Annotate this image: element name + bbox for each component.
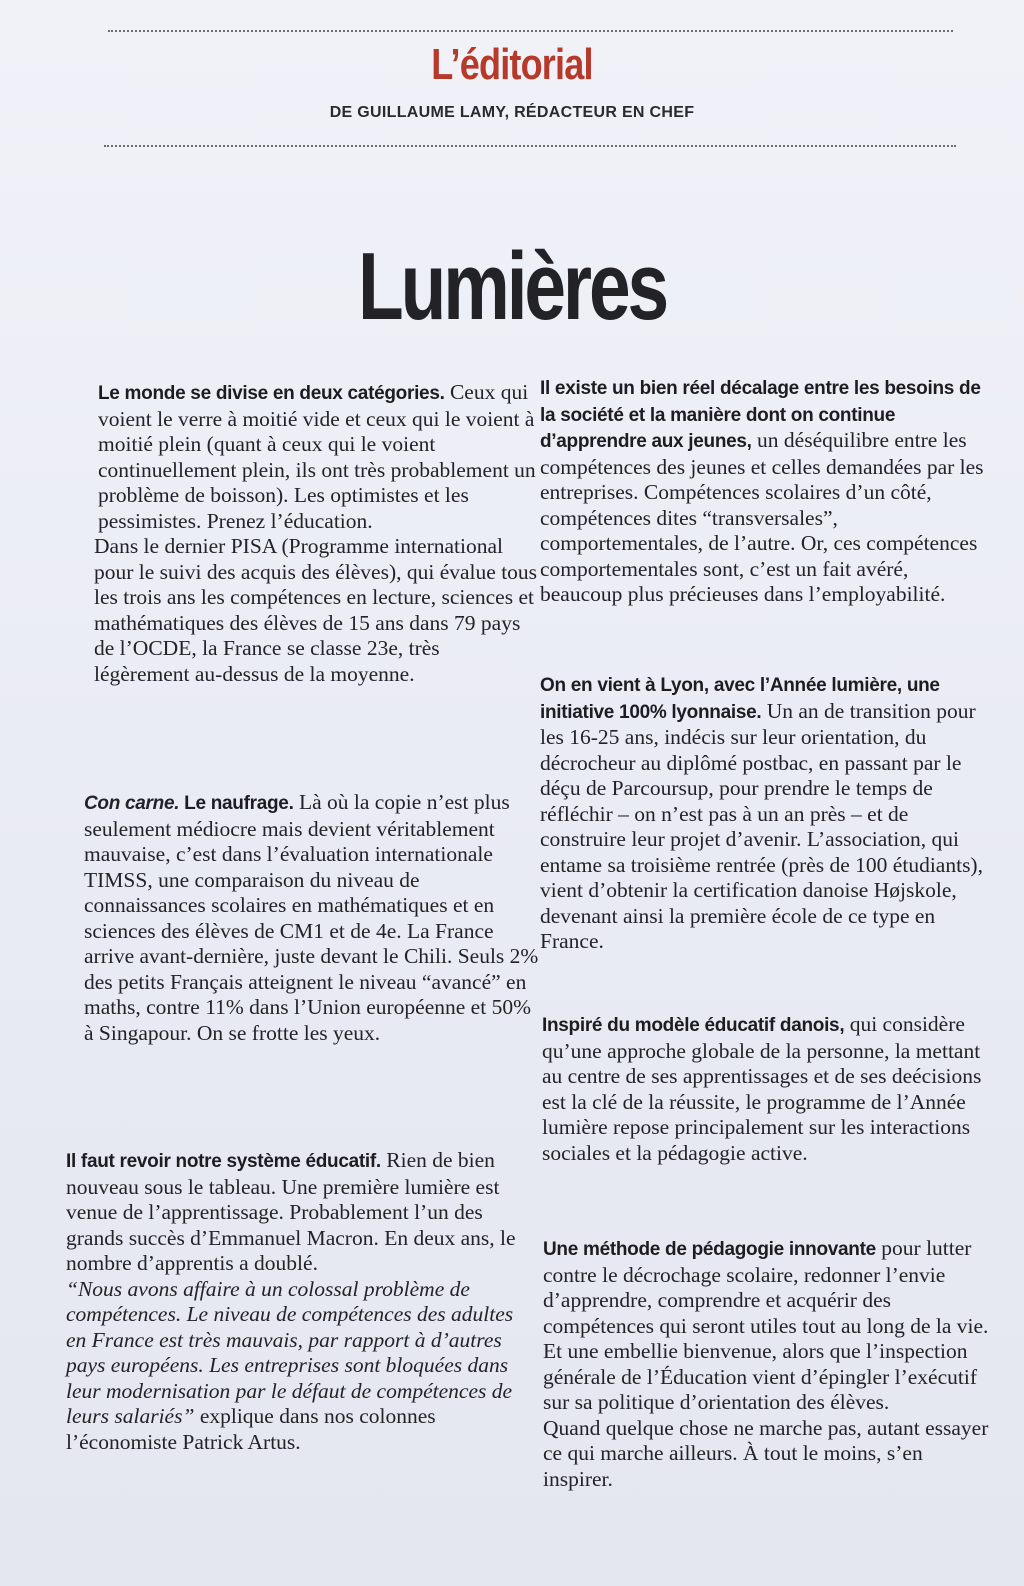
bottom-dotted-rule	[104, 145, 956, 147]
paragraph-lead: On en vient à Lyon, avec l’Année lumière, une initiative 100% lyonnaise.	[540, 675, 940, 723]
paragraph-lyon	[540, 672, 990, 955]
paragraph-text: un déséquilibre entre les compétences des jeunes et celles demandées par les entreprises. Compétences scolaires d’un côté, compétences dites “transversales”, comportementales, de l’autre. Or, ces compétences comportementales sont, c’est un fait avéré, beaucoup plus précieuses dans l’employabilité.	[540, 428, 984, 606]
paragraph-systeme	[66, 1148, 522, 1455]
paragraph-text: Quand quelque chose ne marche pas, autant essayer ce qui marche ailleurs. À tout le moins, s’en inspirer.	[543, 1415, 989, 1491]
paragraph-text: Ceux qui voient le verre à moitié vide et ceux qui le voient à moitié plein (quant à ceux qui le voient continuellement plein, ils ont très probablement un problème de boisson). Les optimistes et les pessimistes. Prenez l’éducation.	[98, 380, 536, 533]
article-title: Lumières	[358, 233, 666, 340]
paragraph-lead: Il faut revoir notre système éducatif.	[66, 1151, 381, 1172]
paragraph	[543, 1416, 993, 1493]
paragraph	[98, 380, 538, 534]
paragraph	[540, 672, 990, 955]
paragraph-lead: Inspiré du modèle éducatif danois,	[542, 1015, 845, 1036]
paragraph	[94, 534, 538, 687]
section-kicker: L’éditorial	[431, 40, 593, 89]
paragraph-lead: Une méthode de pédagogie innovante	[543, 1239, 876, 1260]
paragraph-text: Rien de bien nouveau sous le tableau. Une première lumière est venue de l’apprentissage. Probablement l’un des grands succès d’Emmanuel Macron. En deux ans, le nombre d’apprentis a doublé.	[66, 1148, 516, 1275]
paragraph	[543, 1236, 993, 1416]
paragraph	[542, 1012, 992, 1166]
paragraph	[66, 1277, 522, 1456]
paragraph-lead: Le monde se divise en deux catégories.	[98, 383, 445, 404]
paragraph-lead-italic: Con carne.	[84, 793, 180, 814]
paragraph-naufrage	[84, 790, 540, 1046]
paragraph-categories	[94, 380, 538, 687]
paragraph-lead: Le naufrage.	[179, 793, 294, 814]
paragraph-methode	[543, 1236, 993, 1492]
paragraph-text: Là où la copie n’est plus seulement médiocre mais devient véritablement mauvaise, c’est dans l’évaluation internationale TIMSS, une comparaison du niveau de connaissances scolaires en mathématiques et en sciences des élèves de CM1 et de 4e. La France arrive avant-dernière, juste devant le Chili. Seuls 2% des petits Français atteignent le niveau “avancé” en maths, contre 11% dans l’Union européenne et 50% à Singapour. On se frotte les yeux.	[84, 790, 539, 1045]
paragraph	[66, 1148, 522, 1277]
paragraph	[540, 375, 990, 608]
quotation: “Nous avons affaire à un colossal problème de compétences. Le niveau de compétences des adultes en France est très mauvais, par rapport à d’autres pays européens. Les entreprises sont bloquées dans leur modernisation par le défaut de compétences de leurs salariés”	[66, 1276, 514, 1428]
paragraph-modele-danois	[542, 1012, 992, 1166]
byline: DE GUILLAUME LAMY, RÉDACTEUR EN CHEF	[329, 104, 695, 121]
paragraph-text: Dans le dernier PISA (Programme international pour le suivi des acquis des élèves), qui évalue tous les trois ans les compétences en lecture, sciences et mathématiques des élèves de 15 ans dans 79 pays de l’OCDE, la France se classe 23e, très légèrement au-dessus de la moyenne.	[94, 534, 538, 686]
paragraph-lead: Il existe un bien réel décalage entre les besoins de la société et la manière dont on continue d’apprendre aux jeunes,	[540, 378, 981, 452]
paragraph-text: explique dans nos colonnes l’économiste Patrick Artus.	[66, 1404, 436, 1454]
top-dotted-rule	[108, 30, 953, 32]
paragraph-decalage	[540, 375, 990, 608]
paragraph	[84, 790, 540, 1046]
paragraph-text: pour lutter contre le décrochage scolaire, redonner l’envie d’apprendre, comprendre et acquérir des compétences qui seront utiles tout au long de la vie. Et une embellie bienvenue, alors que l’inspection générale de l’Éducation vient d’épingler l’exécutif sur sa politique d’orientation des élèves.	[543, 1236, 989, 1414]
paragraph-text: qui considère qu’une approche globale de la personne, la mettant au centre de ses apprentissages et de ses deécisions est la clé de la réussite, le programme de l’Année lumière repose principalement sur les interactions sociales et la pédagogie active.	[542, 1012, 982, 1165]
paragraph-text: Un an de transition pour les 16-25 ans, indécis sur leur orientation, du décrocheur au diplômé postbac, en passant par le déçu de Parcoursup, pour prendre le temps de réfléchir – on n’est pas à un an près – et de construire leur projet d’avenir. L’association, qui entame sa troisième rentrée (près de 100 étudiants), vient d’obtenir la certification danoise Højskole, devenant ainsi la première école de ce type en France.	[540, 698, 983, 953]
